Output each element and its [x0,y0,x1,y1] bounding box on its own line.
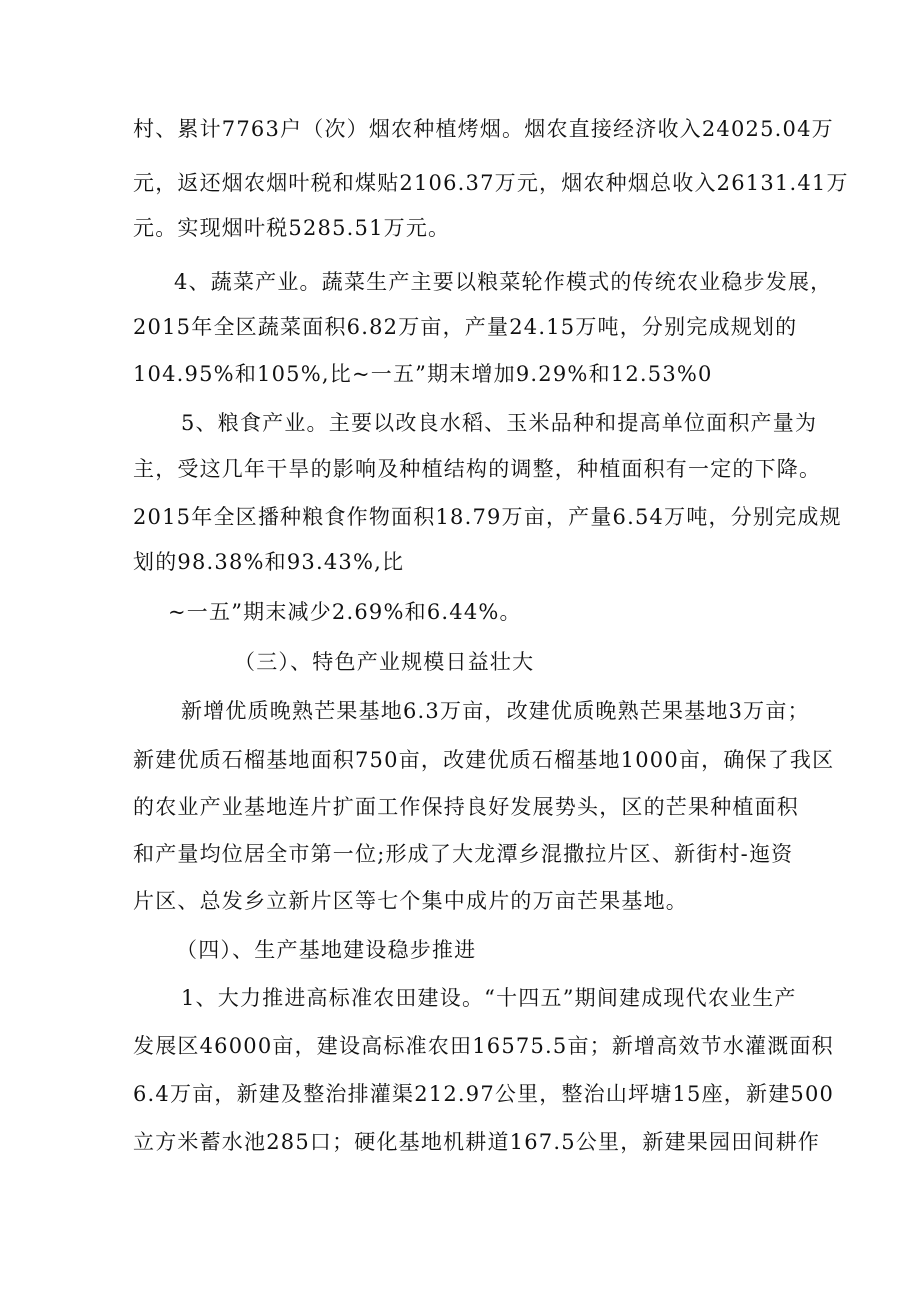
text-line-14: 新建优质石榴基地面积750亩，改建优质石榴基地1000亩，确保了我区 [133,748,835,772]
section-heading-4: （四）、生产基地建设稳步推进 [176,938,477,962]
text-line-5: 2015年全区蔬菜面积6.82万亩，产量24.15万吨，分别完成规划的 [133,315,798,339]
text-line-6: 104.95%和105%,比~一五”期末增加9.29%和12.53%0 [133,362,713,386]
text-line-11: ~一五”期末减少2.69%和6.44%。 [168,600,522,624]
text-line-21: 6.4万亩，新建及整治排灌渠212.97公里，整治山坪塘15座，新建500 [133,1082,835,1106]
text-line-22: 立方米蓄水池285口；硬化基地机耕道167.5公里，新建果园田间耕作 [133,1130,820,1154]
text-line-2: 元，返还烟农烟叶税和煤贴2106.37万元，烟农种烟总收入26131.41万 [133,171,849,195]
text-line-10: 划的98.38%和93.43%,比 [133,550,405,574]
text-line-9: 2015年全区播种粮食作物面积18.79万亩，产量6.54万吨，分别完成规 [133,505,842,529]
text-line-13: 新增优质晚熟芒果基地6.3万亩，改建优质晚熟芒果基地3万亩； [181,699,810,723]
text-line-19: 1、大力推进高标准农田建设。“十四五”期间建成现代农业生产 [181,986,797,1010]
text-line-3: 元。实现烟叶税5285.51万元。 [133,216,451,240]
text-line-4: 4、蔬菜产业。蔬菜生产主要以粮菜轮作模式的传统农业稳步发展， [174,270,833,294]
section-heading-3: （三）、特色产业规模日益壮大 [234,650,535,674]
text-line-8: 主，受这几年干旱的影响及种植结构的调整，种植面积有一定的下降。 [133,457,822,481]
text-line-15: 的农业产业基地连片扩面工作保持良好发展势头，区的芒果种植面积 [133,795,799,819]
text-line-20: 发展区46000亩，建设高标准农田16575.5亩；新增高效节水灌溉面积 [133,1034,834,1058]
text-line-16: 和产量均位居全市第一位;形成了大龙潭乡混撒拉片区、新街村-迤资 [133,842,794,866]
text-line-17: 片区、总发乡立新片区等七个集中成片的万亩芒果基地。 [133,889,688,913]
text-line-1: 村、累计7763户（次）烟农种植烤烟。烟农直接经济收入24025.04万 [133,117,834,141]
text-line-7: 5、粮食产业。主要以改良水稻、玉米品种和提高单位面积产量为 [181,411,818,435]
